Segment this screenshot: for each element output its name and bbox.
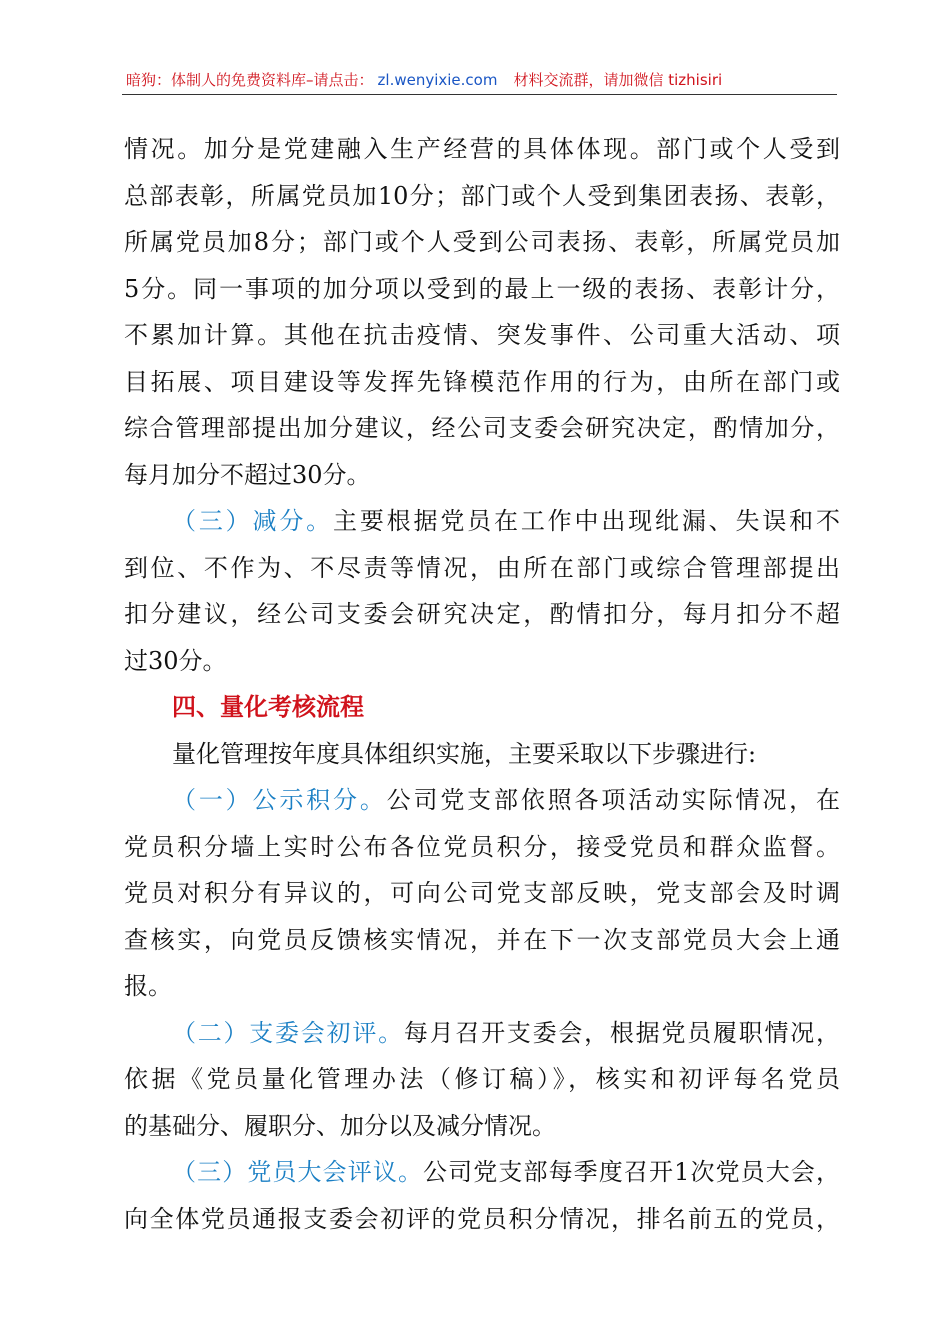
page-header bbox=[122, 68, 837, 92]
paragraph-initial-review bbox=[124, 1010, 840, 1057]
body-line: 5分。同一事项的加分项以受到的最上一级的表扬、表彰计分， bbox=[124, 274, 840, 303]
body-line-text: 量化管理按年度具体组织实施，主要采取以下步骤进行: bbox=[172, 739, 757, 768]
paragraph-publish-score bbox=[124, 777, 840, 824]
body-line: 过30分。 bbox=[124, 646, 227, 675]
header-click-prompt: –请点击： bbox=[306, 71, 374, 89]
body-line: 公司党支部依照各项活动实际情况，在 bbox=[386, 786, 841, 814]
body-line: 每月召开支委会，根据党员履职情况， bbox=[403, 1018, 841, 1047]
body-line: 依据《党员量化管理办法（修订稿）》，核实和初评每名党员 bbox=[124, 1065, 840, 1093]
paragraph-reduce-score bbox=[124, 498, 840, 545]
header-site-name: 暗狗：体制人的免费资料库 bbox=[126, 71, 307, 89]
body-line: 扣分建议，经公司支委会研究决定，酌情扣分，每月扣分不超 bbox=[124, 600, 840, 628]
body-line: 党员对积分有异议的，可向公司党支部反映，党支部会及时调 bbox=[124, 879, 840, 907]
body-line: 报。 bbox=[124, 972, 172, 1000]
body-line: 的基础分、履职分、加分以及减分情况。 bbox=[124, 1111, 556, 1140]
body-line: 总部表彰，所属党员加10分；部门或个人受到集团表扬、表彰， bbox=[124, 181, 840, 210]
header-divider bbox=[122, 94, 837, 95]
document-body bbox=[124, 126, 840, 1242]
body-line: 目拓展、项目建设等发挥先锋模范作用的行为，由所在部门或 bbox=[124, 367, 840, 396]
body-line: 向全体党员通报支委会初评的党员积分情况，排名前五的党员， bbox=[124, 1204, 840, 1233]
subhead-initial-review: （二）支委会初评。 bbox=[172, 1018, 404, 1047]
body-line: 情况。加分是党建融入生产经营的具体体现。部门或个人受到 bbox=[124, 135, 840, 163]
paragraph-assembly-review bbox=[124, 1149, 840, 1196]
body-line: 主要根据党员在工作中出现纰漏、失误和不 bbox=[333, 507, 840, 535]
subhead-publish: （一）公示积分。 bbox=[172, 786, 387, 814]
subhead-assembly: （三）党员大会评议。 bbox=[172, 1158, 424, 1186]
body-line: 不累加计算。其他在抗击疫情、突发事件、公司重大活动、项 bbox=[124, 321, 840, 349]
body-line: 综合管理部提出加分建议，经公司支委会研究决定，酌情加分， bbox=[124, 414, 840, 442]
body-line: 到位、不作为、不尽责等情况，由所在部门或综合管理部提出 bbox=[124, 553, 840, 582]
body-line: 所属党员加8分；部门或个人受到公司表扬、表彰，所属党员加 bbox=[124, 228, 840, 256]
body-line: 党员积分墙上实时公布各位党员积分，接受党员和群众监督。 bbox=[124, 832, 840, 861]
subhead-reduce: （三）减分。 bbox=[172, 507, 333, 535]
header-url-link[interactable]: zl.wenyixie.com bbox=[377, 71, 498, 89]
body-line: 公司党支部每季度召开1次党员大会， bbox=[423, 1158, 840, 1186]
section-title: 四、量化考核流程 bbox=[172, 693, 364, 721]
body-line: 每月加分不超过30分。 bbox=[124, 460, 371, 489]
section-heading-4 bbox=[124, 684, 840, 731]
body-line: 查核实，向党员反馈核实情况，并在下一次支部党员大会上通 bbox=[124, 925, 840, 954]
header-wechat-note: 材料交流群，请加微信 tizhisiri bbox=[513, 71, 723, 89]
body-line bbox=[124, 731, 840, 778]
